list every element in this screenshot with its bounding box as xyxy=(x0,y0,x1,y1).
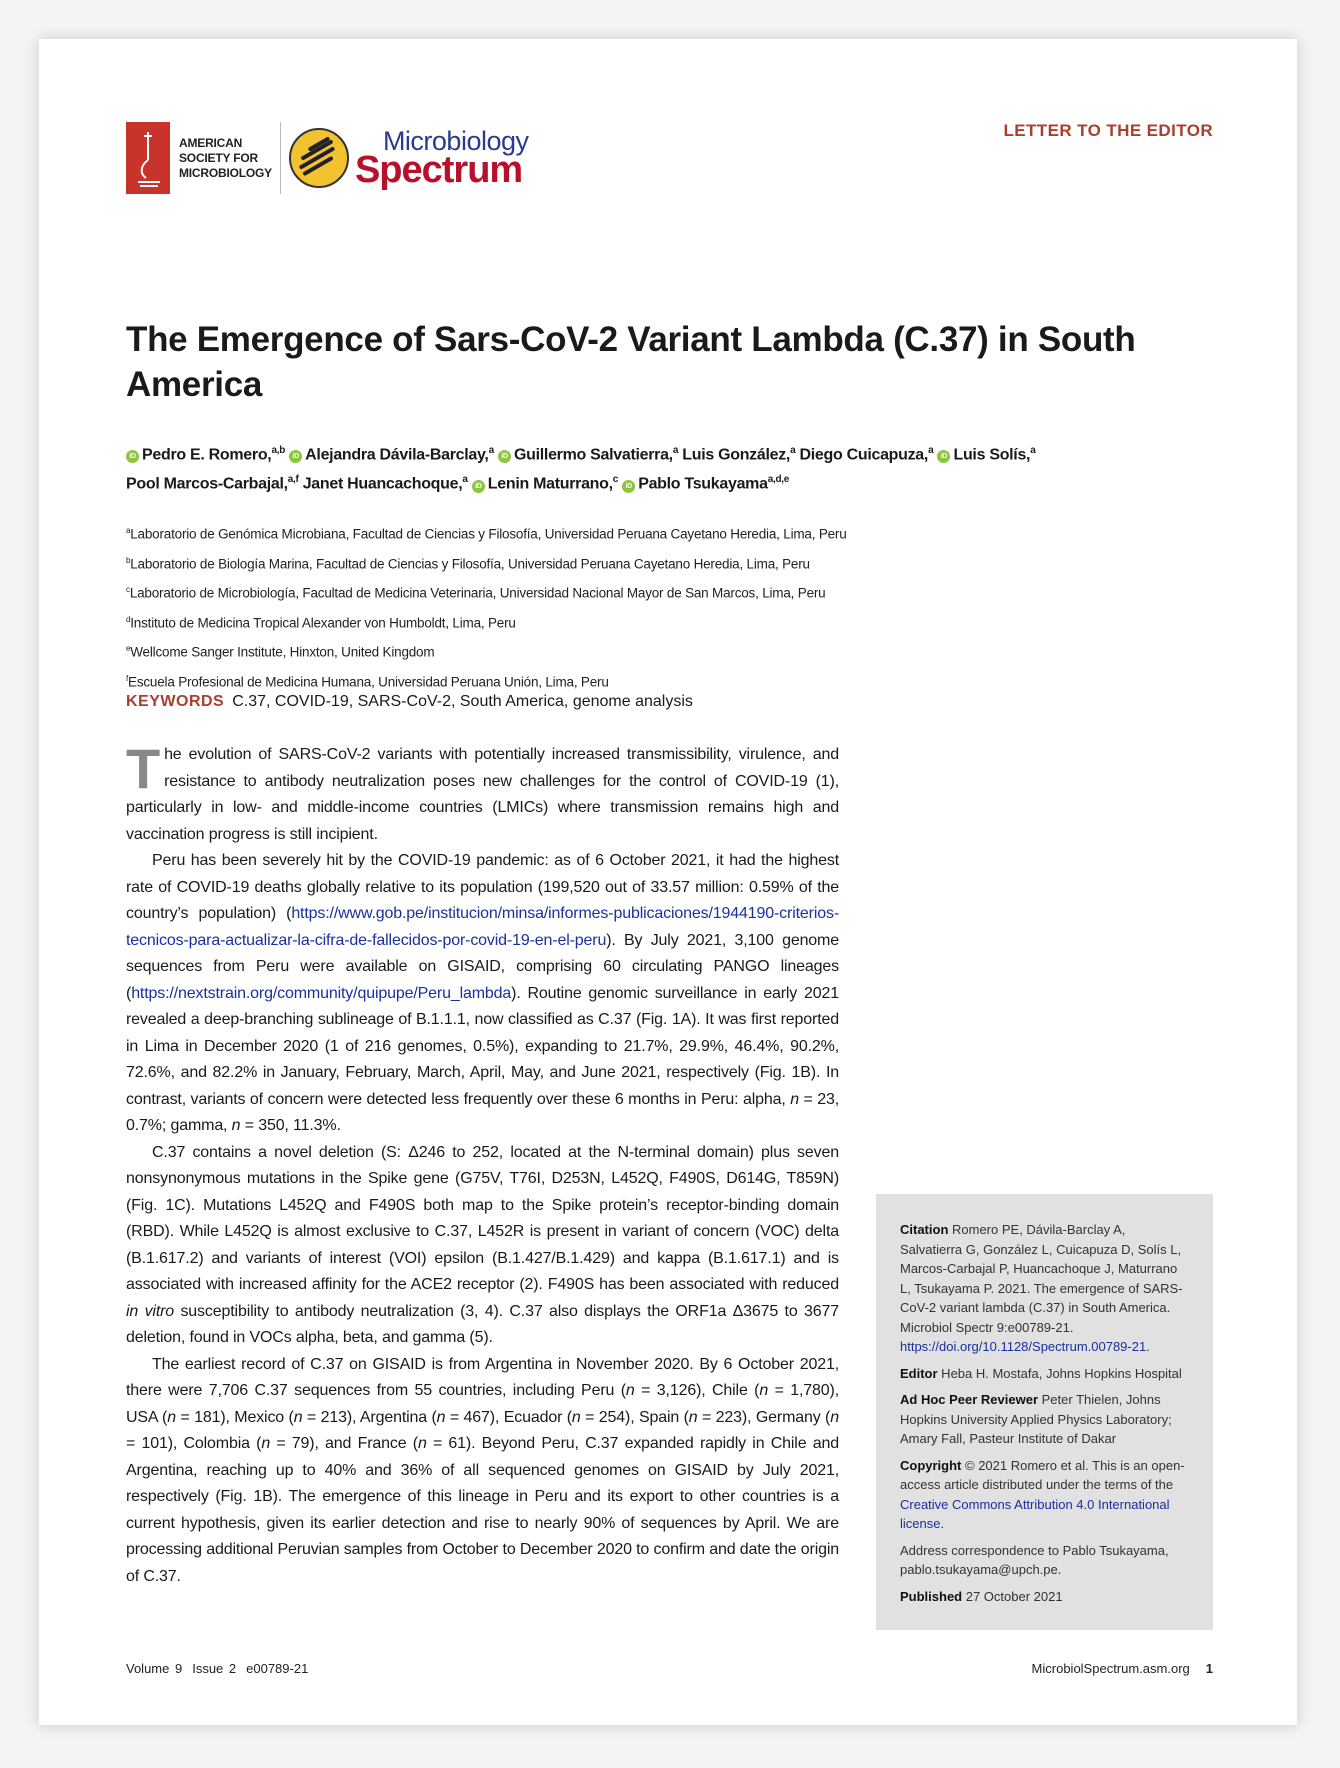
body-paragraph xyxy=(126,848,839,1140)
text-run: ). By July 2021, 3,100 genome sequences from Peru were available on GISAID, comprising 60 circulating PANGO lineages ( xyxy=(126,931,839,1002)
article-title: The Emergence of Sars-CoV-2 Variant Lambda (C.37) in South America xyxy=(126,320,1136,404)
text-run: Peru has been severely hit by the COVID-19 pandemic: as of 6 October 2021, it had the highest rate of COVID-19 deaths globally relative to its population (199,520 out of 33.57 million: 0.59% of the country’s population) ( xyxy=(126,852,839,922)
italic-text: n xyxy=(759,1382,769,1399)
orcid-icon[interactable]: iD xyxy=(289,450,302,463)
italic-text: n xyxy=(261,1435,271,1452)
author-affiliation-sup: a xyxy=(462,474,468,486)
journal-name xyxy=(354,125,529,191)
affiliation-item xyxy=(126,607,847,637)
author-affiliation-sup: a,d,e xyxy=(767,474,789,486)
affiliation-item xyxy=(126,577,847,607)
asm-logo-text xyxy=(179,136,272,181)
text-run: © 2021 Romero et al. This is an open-access article distributed under the terms of the xyxy=(900,1457,1185,1492)
affiliation-key: f xyxy=(126,673,129,683)
article-type-label: LETTER TO THE EDITOR xyxy=(1003,121,1213,140)
italic-text: n xyxy=(417,1435,427,1452)
italic-text: n xyxy=(790,1090,799,1108)
text-run: Heba H. Mostafa, Johns Hopkins Hospital xyxy=(937,1365,1182,1381)
orcid-icon[interactable]: iD xyxy=(937,450,950,463)
text-run: = 101), Colombia ( xyxy=(126,1435,262,1452)
author-name[interactable]: Lenin Maturrano, xyxy=(487,475,613,493)
journal-name-top: Microbiology xyxy=(382,125,529,156)
asm-microscope-icon xyxy=(126,122,170,194)
text-run: 27 October 2021 xyxy=(962,1588,1063,1604)
text-run: The earliest record of C.37 on GISAID is from Argentina in November 2020. By 6 October 2021, there were 7,706 C.37 sequences from 55 countries, including Peru ( xyxy=(126,1355,839,1399)
petri-dish-icon xyxy=(289,128,349,188)
text-run: = 23, 0.7%; gamma, xyxy=(126,1090,840,1134)
journal-name-bottom: Spectrum xyxy=(354,148,523,191)
author-name[interactable]: Pablo Tsukayama xyxy=(638,475,768,493)
affiliation-item xyxy=(126,636,847,666)
affiliation-text: Laboratorio de Biología Marina, Facultad de Ciencias y Filosofía, Universidad Peruana Cayetano Heredia, Lima, Peru xyxy=(130,556,810,571)
keywords xyxy=(126,693,693,711)
orcid-icon[interactable]: iD xyxy=(126,450,139,463)
author-name[interactable]: Diego Cuicapuza, xyxy=(799,446,929,464)
author-affiliation-sup: a xyxy=(790,445,796,456)
author-affiliation-sup: a,b xyxy=(271,445,286,456)
italic-text: n xyxy=(830,1408,839,1426)
affiliation-text: Wellcome Sanger Institute, Hinxton, United Kingdom xyxy=(130,644,435,660)
field-label: Published xyxy=(900,1588,963,1604)
sidebar-entry xyxy=(900,1456,1191,1534)
author-name[interactable]: Pedro E. Romero, xyxy=(142,446,272,464)
field-label: Copyright xyxy=(900,1457,962,1473)
text-run: = 254), Spain ( xyxy=(580,1408,689,1426)
affiliation-text: Instituto de Medicina Tropical Alexander von Humboldt, Lima, Peru xyxy=(130,615,516,630)
text-run: . xyxy=(940,1516,945,1531)
text-run: . xyxy=(1146,1339,1150,1354)
italic-text: in vitro xyxy=(126,1302,175,1320)
logo-divider xyxy=(280,122,281,194)
text-run: = 1,780), USA ( xyxy=(126,1382,839,1426)
text-run: = 223), Germany ( xyxy=(697,1408,831,1426)
author-affiliation-sup: c xyxy=(612,474,619,486)
sidebar-entry xyxy=(900,1220,1191,1357)
asm-line: SOCIETY FOR xyxy=(179,150,258,165)
sidebar-entry xyxy=(900,1390,1191,1449)
text-run: ). Routine genomic surveillance in early 2021 revealed a deep-branching sublineage of B.1.1.1, now classified as C.37 (Fig. 1A). It was first reported in Lima in December 2020 (1 of 216 genomes, 0.5%), expanding to 21.7%, 29.9%, 46.4%, 90.2%, 72.6%, and 82.2% in January, February, March, April, May, and June 2021, respectively (Fig. 1B). In contrast, variants of concern were detected less frequently over these 6 months in Peru: alpha, xyxy=(126,984,839,1108)
footer-volume: Volume 9 xyxy=(126,1661,183,1676)
hyperlink[interactable]: https://www.gob.pe/institucion/minsa/informes-publicaciones/1944190-criterios-tecnicos-para-actualizar-la-cifra-de-fallecidos-por-covid-19-en-el-peru xyxy=(126,905,839,949)
author-name[interactable]: Janet Huancachoque, xyxy=(302,475,463,493)
affiliation-key: c xyxy=(126,585,130,594)
asm-line: AMERICAN xyxy=(179,135,243,150)
orcid-icon[interactable]: iD xyxy=(498,450,511,463)
sidebar-entry xyxy=(900,1364,1191,1384)
footer-site-info xyxy=(1032,1661,1213,1676)
text-run: = 3,126), Chile ( xyxy=(634,1382,760,1399)
text-run: susceptibility to antibody neutralization (3, 4). C.37 also displays the ORF1a Δ3675 to 3677 deletion, found in VOCs alpha, beta, and gamma (5). xyxy=(126,1302,839,1346)
author-name[interactable]: Pool Marcos-Carbajal, xyxy=(126,475,288,493)
body-paragraph xyxy=(126,737,839,848)
italic-text: n xyxy=(688,1408,698,1426)
italic-text: n xyxy=(436,1408,446,1426)
author-list xyxy=(126,438,1226,497)
affiliation-item xyxy=(126,548,847,578)
text-run: = 61). Beyond Peru, C.37 expanded rapidly in Chile and Argentina, reaching up to 40% and 36% of all sequenced genomes on GISAID by July 2021, respectively (Fig. 1B). The emergence of this lineage in Peru and its export to other countries is a current hypothesis, given its earlier detection and rise to nearly 90% of sequences by April. We are processing additional Peruvian samples from October to December 2020 to confirm and date the origin of C.37. xyxy=(126,1435,839,1585)
text-run: = 181), Mexico ( xyxy=(175,1408,294,1426)
orcid-icon[interactable]: iD xyxy=(472,480,485,493)
sidebar-entry xyxy=(900,1587,1191,1607)
footer-issue: Issue 2 xyxy=(192,1661,237,1676)
article-page xyxy=(39,39,1297,1725)
affiliation-text: Laboratorio de Microbiología, Facultad de Medicina Veterinaria, Universidad Nacional Mayor de San Marcos, Lima, Peru xyxy=(129,585,826,601)
author-name[interactable]: Luis González, xyxy=(682,446,791,464)
affiliation-item xyxy=(126,666,847,696)
orcid-icon[interactable]: iD xyxy=(622,480,635,493)
author-affiliation-sup: a xyxy=(928,445,934,456)
italic-text: n xyxy=(293,1408,303,1426)
article-body xyxy=(126,737,840,1590)
footer-article-id: e00789-21 xyxy=(246,1661,309,1676)
body-paragraph xyxy=(126,1140,839,1352)
field-label: Editor xyxy=(900,1365,938,1381)
affiliation-key: b xyxy=(126,555,131,565)
affiliation-key: d xyxy=(126,614,131,624)
page-number: 1 xyxy=(1205,1661,1213,1676)
author-name[interactable]: Guillermo Salvatierra, xyxy=(514,446,673,464)
drop-cap: T xyxy=(126,737,161,800)
hyperlink[interactable]: https://nextstrain.org/community/quipupe/Peru_lambda xyxy=(131,984,512,1002)
author-affiliation-sup: a xyxy=(672,445,679,456)
field-label: Citation xyxy=(900,1222,949,1237)
text-run: he evolution of SARS-CoV-2 variants with potentially increased transmissibility, virulence, and resistance to antibody neutralization poses new challenges for the control of COVID-19 (1), particularly in low- and middle-income countries (LMICs) where transmission remains high and vaccination progress is still incipient. xyxy=(126,746,839,843)
italic-text: n xyxy=(167,1408,176,1426)
text-run: = 79), and France ( xyxy=(270,1435,418,1452)
text-run: C.37 contains a novel deletion (S: Δ246 to 252, located at the N-terminal domain) plus seven nonsynonymous mutations in the Spike gene (G75V, T76I, D253N, L452Q, F490S, D614G, T859N) (Fig. 1C). Mutations L452Q and F490S both map to the Spike protein’s receptor-binding domain (RBD). While L452Q is almost exclusive to C.37, L452R is present in variant of concern (VOC) delta (B.1.617.2) and variants of interest (VOI) epsilon (B.1.427/B.1.429) and kappa (B.1.617.1) and is associated with increased affinity for the ACE2 receptor (2). F490S has been associated with reduced xyxy=(126,1143,839,1293)
text-run: = 350, 11.3%. xyxy=(240,1117,341,1134)
footer-site-link[interactable]: MicrobiolSpectrum.asm.org xyxy=(1031,1661,1190,1676)
italic-text: n xyxy=(625,1382,635,1399)
affiliation-item xyxy=(126,518,847,548)
affiliations xyxy=(126,518,847,695)
affiliation-key: a xyxy=(126,526,131,535)
hyperlink[interactable]: Creative Commons Attribution 4.0 International license xyxy=(900,1496,1170,1531)
journal-logo xyxy=(126,118,529,198)
sidebar-entry xyxy=(900,1541,1191,1580)
author-affiliation-sup: a xyxy=(488,445,494,456)
text-run: Address correspondence to Pablo Tsukayama, pablo.tsukayama@upch.pe. xyxy=(900,1542,1169,1577)
affiliation-text: Escuela Profesional de Medicina Humana, Universidad Peruana Unión, Lima, Peru xyxy=(128,674,609,689)
asm-line: MICROBIOLOGY xyxy=(179,165,272,180)
text-run: = 213), Argentina ( xyxy=(302,1408,437,1426)
affiliation-key: e xyxy=(126,644,131,653)
author-affiliation-sup: a xyxy=(1030,445,1036,456)
italic-text: n xyxy=(571,1408,581,1426)
author-name[interactable]: Luis Solís, xyxy=(953,446,1031,464)
hyperlink[interactable]: https://doi.org/10.1128/Spectrum.00789-21 xyxy=(900,1339,1147,1354)
affiliation-text: Laboratorio de Genómica Microbiana, Facultad de Ciencias y Filosofía, Universidad Peruana Cayetano Heredia, Lima, Peru xyxy=(130,526,847,542)
text-run: Peter Thielen, Johns Hopkins University Applied Physics Laboratory; Amary Fall, Pasteur Institute of Dakar xyxy=(900,1392,1172,1446)
footer-volume-info xyxy=(126,1661,318,1676)
body-paragraph xyxy=(126,1352,839,1591)
citation-sidebar xyxy=(876,1194,1213,1630)
keywords-text: C.37, COVID-19, SARS-CoV-2, South America, genome analysis xyxy=(232,693,693,710)
text-run: Romero PE, Dávila-Barclay A, Salvatierra G, González L, Cuicapuza D, Solís L, Marcos-Carbajal P, Huancachoque J, Maturrano L, Tsukayama P. 2021. The emergence of SARS-CoV-2 variant lambda (C.37) in South America. Microbiol Spectr 9:e00789-21. xyxy=(900,1222,1183,1335)
italic-text: n xyxy=(231,1117,241,1134)
text-run: = 467), Ecuador ( xyxy=(445,1408,572,1426)
field-label: Ad Hoc Peer Reviewer xyxy=(900,1392,1039,1407)
author-name[interactable]: Alejandra Dávila-Barclay, xyxy=(305,446,489,464)
keywords-label: KEYWORDS xyxy=(126,693,225,710)
author-affiliation-sup: a,f xyxy=(287,474,299,486)
